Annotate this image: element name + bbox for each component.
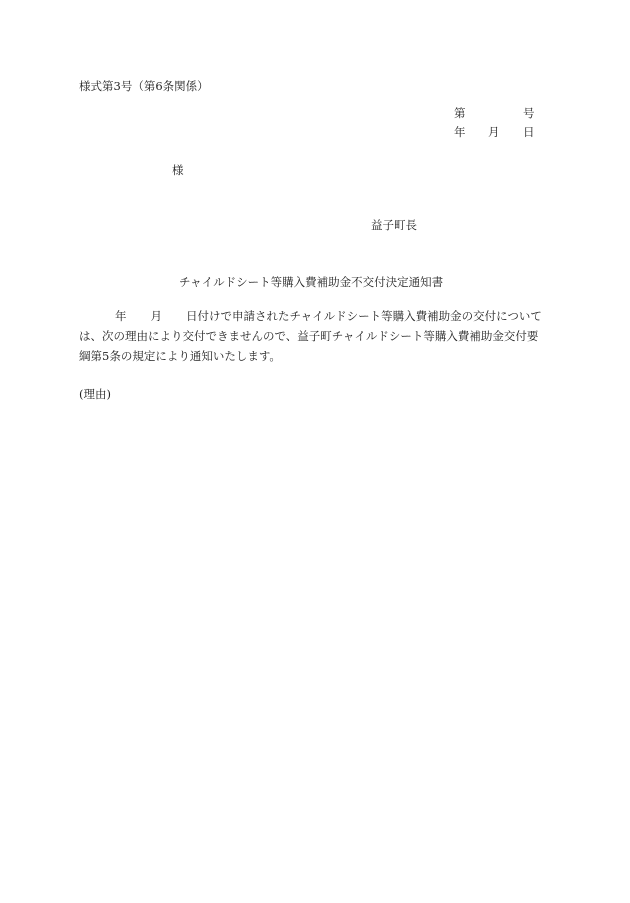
addressee-honorific: 様 [172, 163, 184, 177]
date-month-label: 月 [488, 125, 500, 139]
document-title: チャイルドシート等購入費補助金不交付決定通知書 [179, 275, 444, 289]
body-month-label: 月 [150, 309, 162, 323]
body-line-3: 綱第5条の規定により通知いたします。 [79, 349, 281, 363]
date-day-label: 日 [523, 125, 535, 139]
body-line-1 [79, 311, 542, 323]
body-year-label: 年 [115, 309, 127, 323]
body-line-2: は、次の理由により交付できませんので、益子町チャイルドシート等購入費補助金交付要 [79, 329, 539, 343]
document-number-label: 第 [454, 106, 466, 120]
issuer-name: 益子町長 [371, 218, 417, 232]
date-year-label: 年 [454, 125, 466, 139]
reason-heading: (理由) [79, 387, 111, 401]
document-number-suffix: 号 [523, 106, 535, 120]
form-number: 様式第3号（第6条関係） [79, 79, 209, 93]
body-line-1-text: 日付けで申請されたチャイルドシート等購入費補助金の交付について [186, 309, 542, 323]
